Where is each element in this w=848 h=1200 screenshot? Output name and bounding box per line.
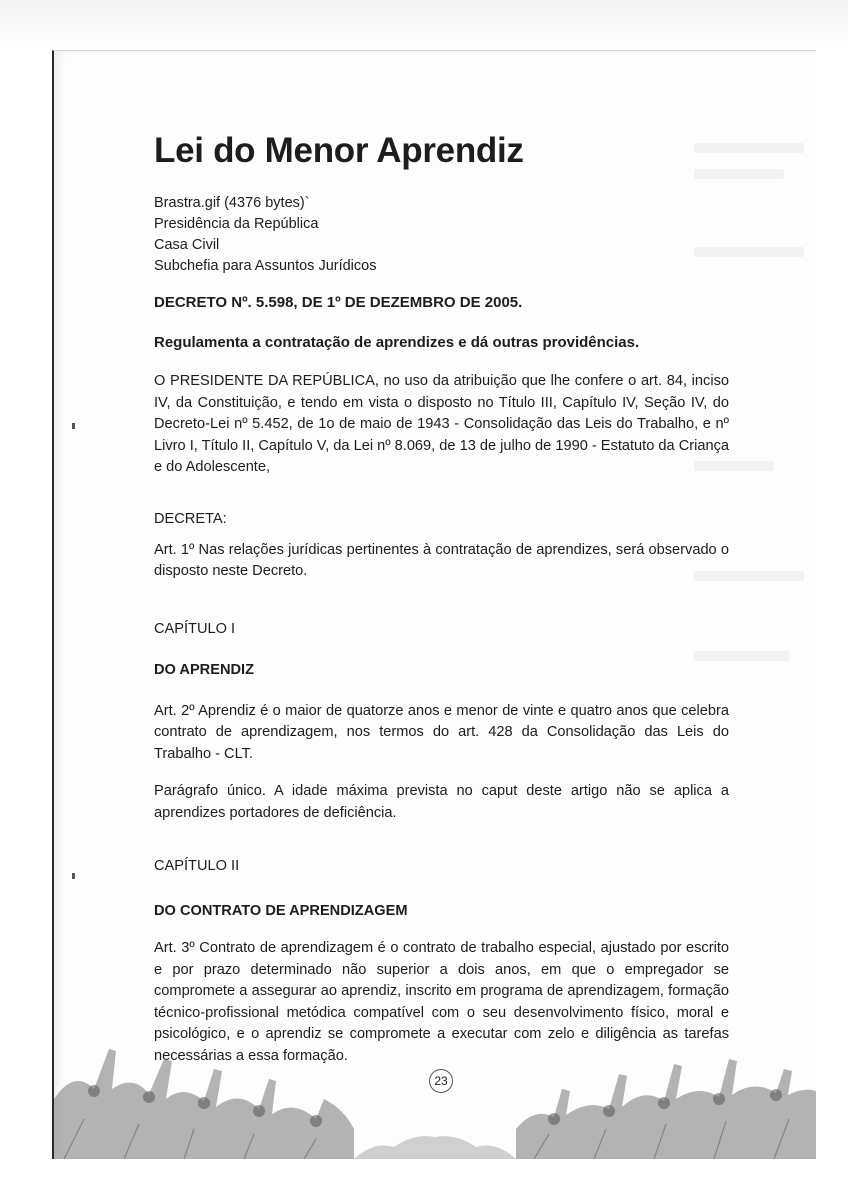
header-block (154, 193, 729, 277)
document-body (154, 131, 729, 1067)
decreta-label: DECRETA: (154, 510, 227, 527)
decree-summary: Regulamenta a contratação de aprendizes e dá outras providências. (154, 334, 640, 351)
decree-title: DECRETO Nº. 5.598, DE 1º DE DEZEMBRO DE 2005. (154, 294, 523, 311)
page-number: 23 (429, 1069, 453, 1093)
header-line: Subchefia para Assuntos Jurídicos (154, 258, 377, 274)
document-page (52, 50, 816, 1159)
chapter-1-heading: CAPÍTULO I (154, 620, 236, 637)
preamble-paragraph: O PRESIDENTE DA REPÚBLICA, no uso da atribuição que lhe confere o art. 84, inciso IV, da Constituição, e tendo em vista o disposto no Título III, Capítulo IV, Seção IV, do Decreto-Lei nº 5.452, de 1o de maio de 1943 - Consolidação das Leis do Trabalho, e nº Livro I, Título II, Capítulo V, da Lei nº 8.069, de 13 de julho de 1990 - Estatuto da Criança e do Adolescente, (154, 373, 729, 475)
header-line: Presidência da República (154, 216, 319, 232)
chapter-2-name: DO CONTRATO DE APRENDIZAGEM (154, 903, 408, 919)
scan-background (0, 0, 848, 52)
article-1: Art. 1º Nas relações jurídicas pertinentes à contratação de aprendizes, será observado o disposto neste Decreto. (154, 541, 729, 579)
article-2-paragraph: Parágrafo único. A idade máxima prevista no caput deste artigo não se aplica a aprendizes portadores de deficiência. (154, 783, 729, 821)
chapter-1-name: DO APRENDIZ (154, 661, 254, 678)
document-title: Lei do Menor Aprendiz (154, 131, 524, 170)
article-3: Art. 3º Contrato de aprendizagem é o contrato de trabalho especial, ajustado por escrito e por prazo determinado não superior a dois anos, em que o empregador se compromete a assegurar ao aprendiz, inscrito em programa de aprendizagem, formação técnico-profissional metódica compatível com o seu desenvolvimento físico, moral e psicológico, e o aprendiz se compromete a executar com zelo e diligência as tarefas necessárias a essa formação. (154, 940, 729, 1064)
header-line: Brastra.gif (4376 bytes)` (154, 195, 310, 211)
chapter-2-heading: CAPÍTULO II (154, 858, 240, 874)
binding-mark (72, 873, 75, 879)
header-line: Casa Civil (154, 237, 220, 253)
crowd-illustration (54, 1029, 816, 1159)
article-2: Art. 2º Aprendiz é o maior de quatorze anos e menor de vinte e quatro anos que celebra contrato de aprendizagem, nos termos do art. 428 da Consolidação das Leis do Trabalho - CLT. (154, 702, 729, 762)
binding-mark (72, 423, 75, 429)
